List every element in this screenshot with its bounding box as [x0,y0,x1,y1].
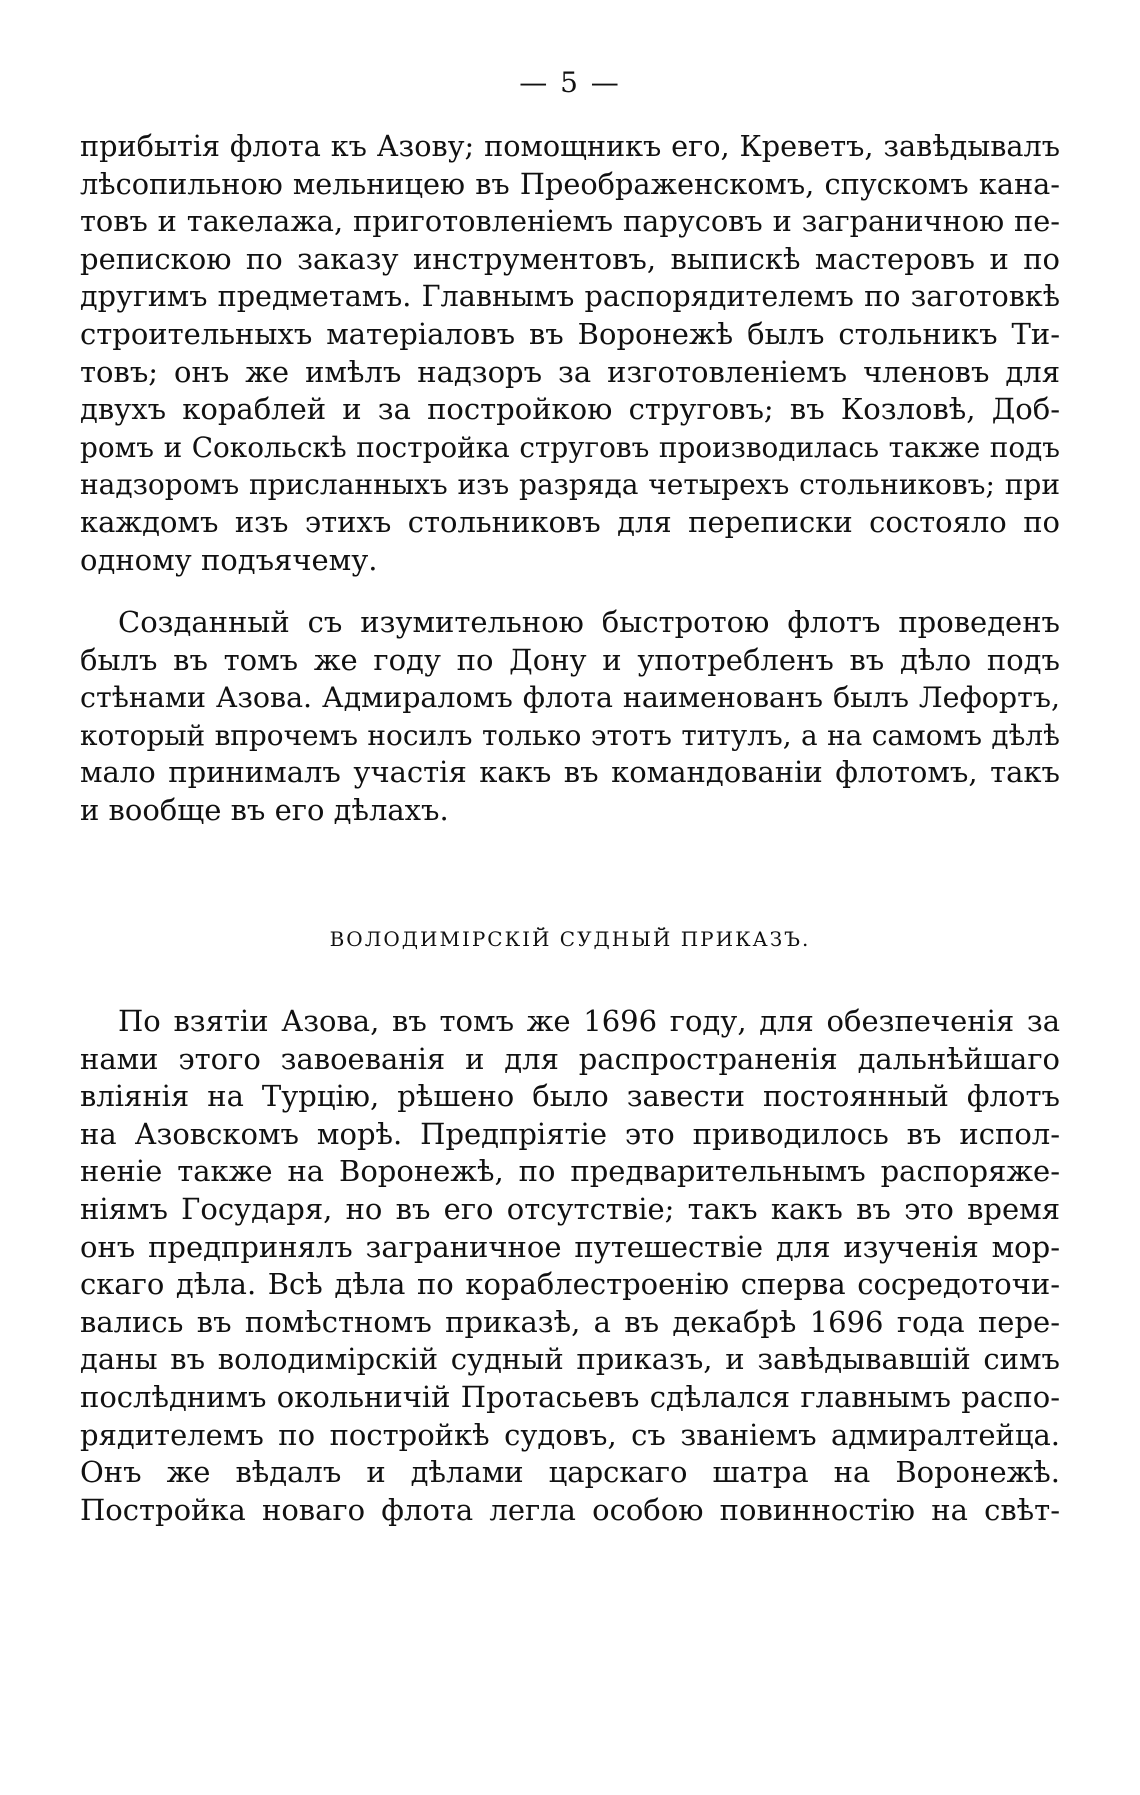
text-line: Онъ же вѣдалъ и дѣлами царскаго шатра на Воронежѣ. [80,1455,1060,1490]
text-line: стѣнами Азова. Адмираломъ флота наименованъ былъ Лефортъ, [80,681,1060,715]
text-line: вались въ помѣстномъ приказѣ, а въ декабрѣ 1696 года пере- [80,1304,1060,1339]
text-line: надзоромъ присланныхъ изъ разряда четырехъ стольниковъ; при [80,468,1060,502]
section-heading: ВОЛОДИМІРСКІЙ СУДНЫЙ ПРИКАЗЪ. [329,927,811,951]
text-line: Созданный съ изумительною быстротою флотъ проведенъ [118,605,1060,639]
text-line: онъ предпринялъ заграничное путешествіе для изученія мор- [80,1229,1060,1264]
paragraph-1 [80,128,1060,579]
text-line: который впрочемъ носилъ только этотъ титулъ, а на самомъ дѣлѣ [80,718,1060,752]
text-line: По взятіи Азова, въ томъ же 1696 году, для обезпеченія за [118,1004,1060,1038]
text-line: ромъ и Сокольскѣ постройка струговъ производилась также подъ [80,430,1060,464]
text-line: одному подъячему. [80,542,378,577]
text-line: товъ и такелажа, приготовленіемъ парусовъ и заграничною пе- [80,204,1060,239]
text-line: рядителемъ по постройкѣ судовъ, съ званіемъ адмиралтейца. [80,1417,1060,1452]
paragraph-2 [80,604,1060,830]
text-line: вліянія на Турцію, рѣшено было завести постоянный флотъ [80,1079,1060,1114]
text-line: репискою по заказу инструментовъ, выпискѣ мастеровъ и по [80,241,1060,276]
text-line: каждомъ изъ этихъ стольниковъ для переписки состояло по [80,504,1060,539]
page-number: — 5 — [519,66,621,99]
text-line: мало принималъ участія какъ въ командованіи флотомъ, такъ [80,755,1060,790]
text-line: лѣсопильною мельницею въ Преображенскомъ, спускомъ кана- [80,166,1060,201]
text-line: товъ; онъ же имѣлъ надзоръ за изготовленіемъ членовъ для [80,354,1060,389]
text-line: былъ въ томъ же году по Дону и употребленъ въ дѣло подъ [80,642,1060,677]
text-line: ніямъ Государя, но въ его отсутствіе; такъ какъ въ это время [80,1191,1060,1226]
text-line: даны въ володимірскій судный приказъ, и завѣдывавшій симъ [80,1342,1060,1377]
text-line: нами этого завоеванія и для распространенія дальнѣйшаго [80,1041,1060,1076]
paragraph-3 [80,1003,1060,1529]
text-line: и вообще въ его дѣлахъ. [80,792,449,827]
text-line: неніе также на Воронежѣ, по предварительнымъ распоряже- [80,1154,1060,1189]
text-line: скаго дѣла. Всѣ дѣла по кораблестроенію сперва сосредоточи- [80,1267,1060,1302]
text-line: двухъ кораблей и за постройкою струговъ; въ Козловѣ, Доб- [80,392,1060,427]
text-line: послѣднимъ окольничій Протасьевъ сдѣлался главнымъ распо- [80,1379,1060,1414]
text-line: Постройка новаго флота легла особою повинностію на свѣт- [80,1492,1060,1527]
text-line: другимъ предметамъ. Главнымъ распорядителемъ по заготовкѣ [80,279,1060,314]
text-line: на Азовскомъ морѣ. Предпріятіе это приводилось въ испол- [80,1116,1060,1151]
text-line: прибытія флота къ Азову; помощникъ его, Креветъ, завѣдывалъ [80,129,1060,163]
text-line: строительныхъ матеріаловъ въ Воронежѣ былъ стольникъ Ти- [80,316,1060,351]
